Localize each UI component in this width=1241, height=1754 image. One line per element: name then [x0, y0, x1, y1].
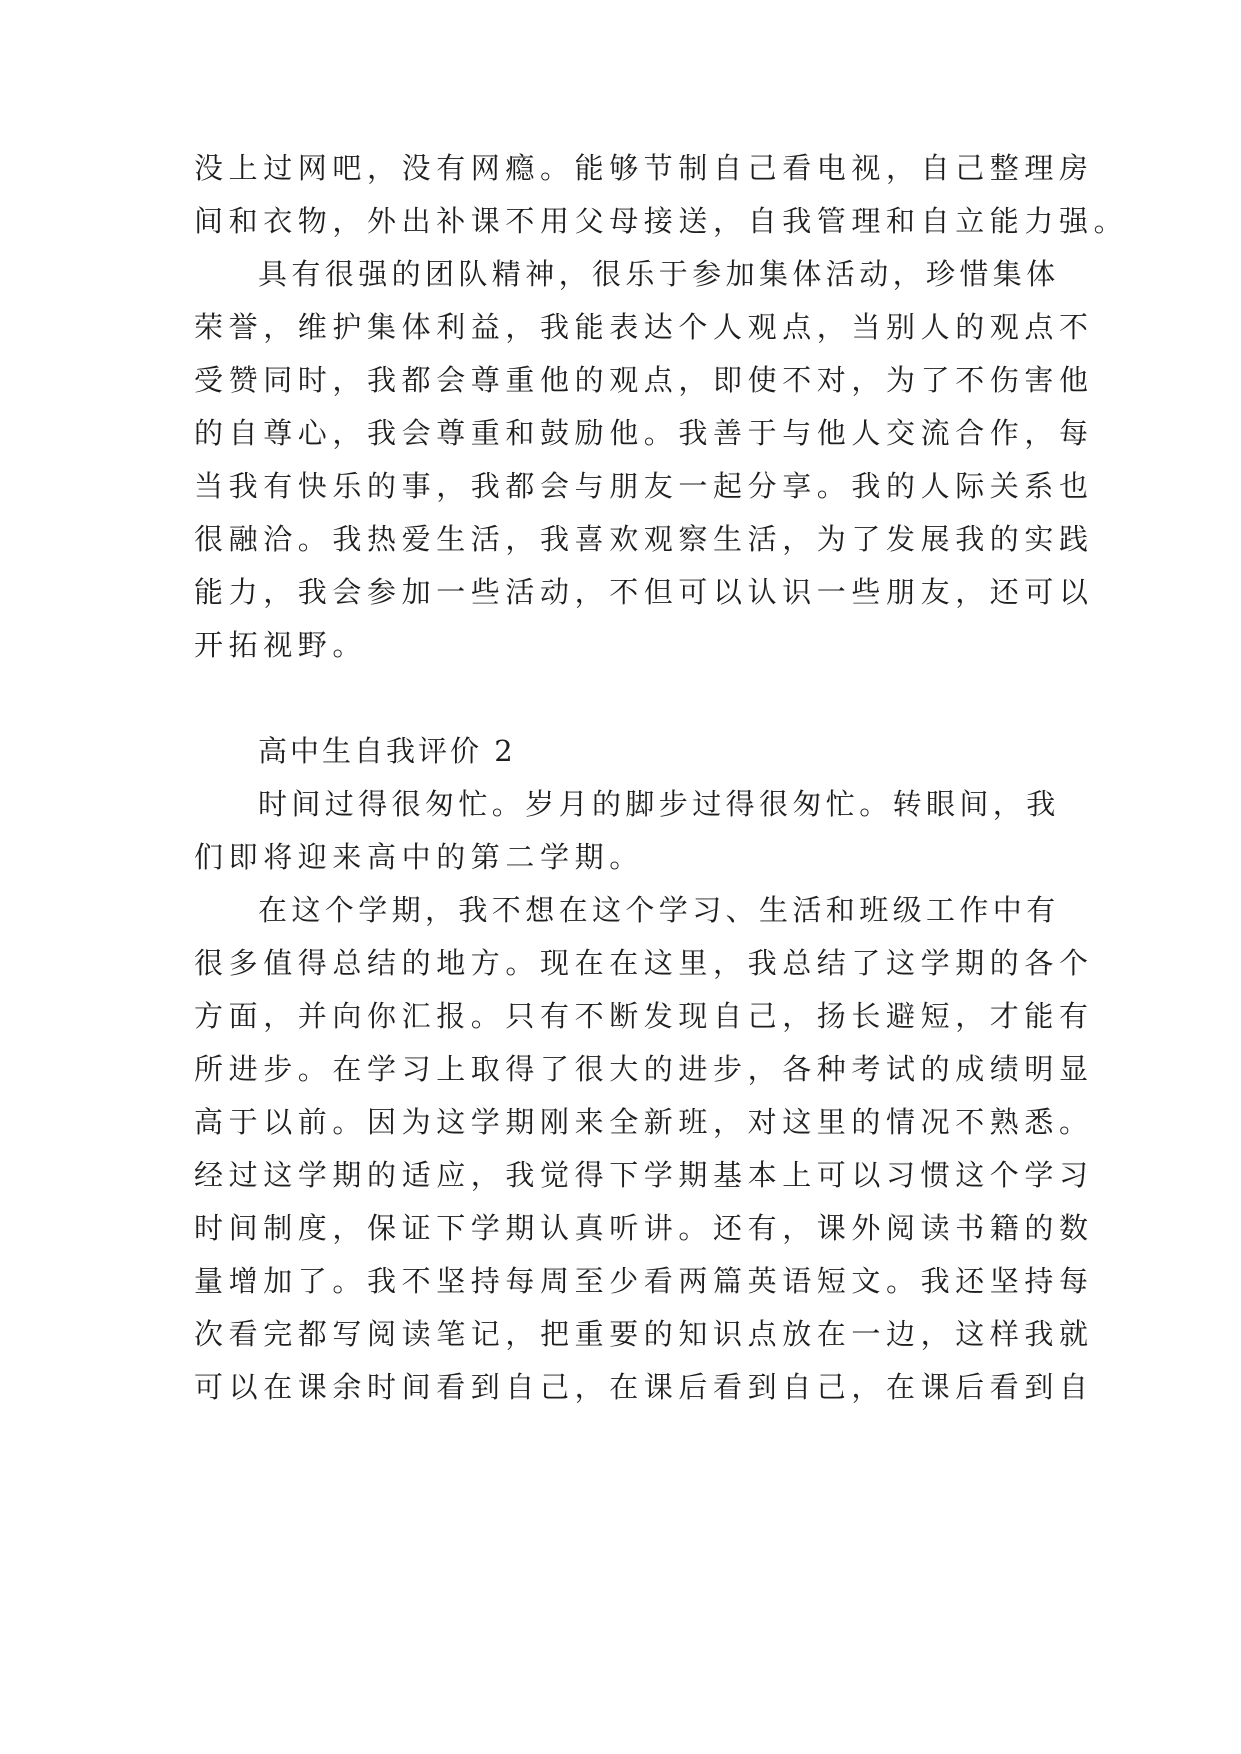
paragraph-2-line-8: 开拓视野。	[194, 628, 368, 662]
paragraph-4-line-6: 经过这学期的适应，我觉得下学期基本上可以习惯这个学习	[194, 1158, 1094, 1192]
paragraph-4-line-4: 所进步。在学习上取得了很大的进步，各种考试的成绩明显	[194, 1052, 1094, 1086]
paragraph-2-line-7: 能力，我会参加一些活动，不但可以认识一些朋友，还可以	[194, 575, 1094, 609]
paragraph-4-line-9: 次看完都写阅读笔记，把重要的知识点放在一边，这样我就	[194, 1317, 1094, 1351]
paragraph-1-line-2: 间和衣物，外出补课不用父母接送，自我管理和自立能力强。	[194, 204, 1129, 238]
paragraph-2-line-5: 当我有快乐的事，我都会与朋友一起分享。我的人际关系也	[194, 469, 1094, 503]
paragraph-4-line-8: 量增加了。我不坚持每周至少看两篇英语短文。我还坚持每	[194, 1264, 1094, 1298]
paragraph-2-line-3: 受赞同时，我都会尊重他的观点，即使不对，为了不伤害他	[194, 363, 1094, 397]
paragraph-4-line-2: 很多值得总结的地方。现在在这里，我总结了这学期的各个	[194, 946, 1094, 980]
section-heading: 高中生自我评价 2	[258, 734, 516, 768]
paragraph-4-line-5: 高于以前。因为这学期刚来全新班，对这里的情况不熟悉。	[194, 1105, 1094, 1139]
paragraph-4-line-1: 在这个学期，我不想在这个学习、生活和班级工作中有	[258, 893, 1060, 927]
paragraph-2-line-1: 具有很强的团队精神，很乐于参加集体活动，珍惜集体	[258, 257, 1060, 291]
paragraph-4-line-3: 方面，并向你汇报。只有不断发现自己，扬长避短，才能有	[194, 999, 1094, 1033]
paragraph-2-line-2: 荣誉，维护集体利益，我能表达个人观点，当别人的观点不	[194, 310, 1094, 344]
paragraph-1-line-1: 没上过网吧，没有网瘾。能够节制自己看电视，自己整理房	[194, 151, 1094, 185]
paragraph-3-line-1: 时间过得很匆忙。岁月的脚步过得很匆忙。转眼间，我	[258, 787, 1060, 821]
paragraph-4-line-7: 时间制度，保证下学期认真听讲。还有，课外阅读书籍的数	[194, 1211, 1094, 1245]
paragraph-2-line-6: 很融洽。我热爱生活，我喜欢观察生活，为了发展我的实践	[194, 522, 1094, 556]
paragraph-2-line-4: 的自尊心，我会尊重和鼓励他。我善于与他人交流合作，每	[194, 416, 1094, 450]
paragraph-3-line-2: 们即将迎来高中的第二学期。	[194, 840, 644, 874]
paragraph-4-line-10: 可以在课余时间看到自己，在课后看到自己，在课后看到自	[194, 1370, 1094, 1404]
